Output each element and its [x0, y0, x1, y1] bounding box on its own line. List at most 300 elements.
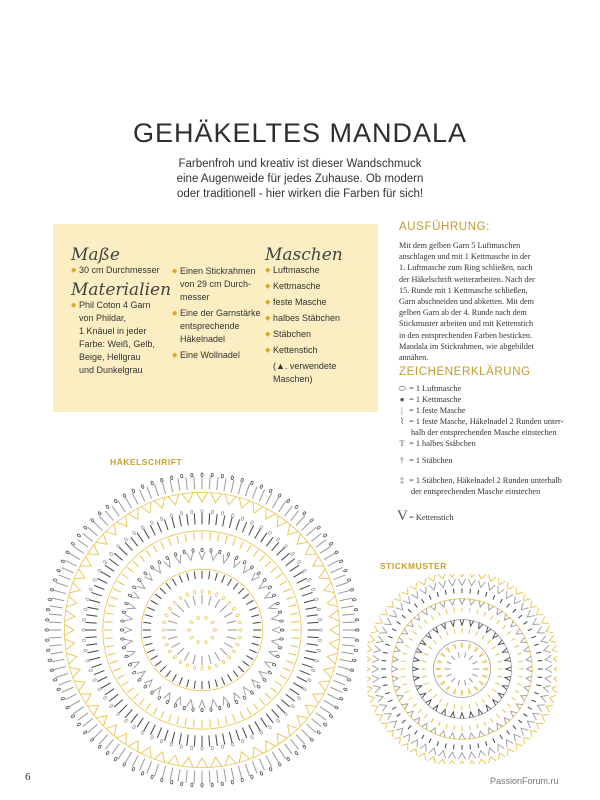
stitch-mark — [85, 622, 96, 623]
vee-mark — [493, 633, 498, 638]
vee-mark — [479, 759, 487, 764]
stitch-mark — [89, 600, 100, 603]
maschen-note: (▲. verwendete Maschen) — [273, 361, 337, 384]
vee-mark — [516, 744, 522, 751]
stitch-mark — [324, 553, 335, 559]
vee-mark — [379, 705, 386, 712]
stitch-mark — [458, 680, 459, 686]
vee-mark — [506, 667, 512, 671]
chain-mark — [317, 649, 321, 652]
stitch-mark — [291, 638, 299, 639]
chain-mark — [239, 629, 243, 631]
vee-mark — [368, 635, 375, 642]
stitch-mark — [210, 533, 211, 541]
chain-mark — [280, 638, 284, 641]
chain-mark — [103, 696, 107, 700]
stitch-mark — [437, 741, 438, 746]
chain-mark — [160, 739, 163, 743]
stitch-mark — [184, 652, 189, 660]
chain-mark — [45, 619, 49, 621]
vee-mark — [401, 588, 407, 595]
stitch-mark — [162, 766, 165, 778]
vee-mark — [313, 556, 324, 566]
vee-mark — [379, 627, 386, 634]
chain-mark — [160, 517, 163, 521]
chain-mark — [275, 602, 279, 605]
vee-mark — [313, 694, 324, 704]
stitch-mark — [172, 732, 175, 743]
stitch-mark — [227, 637, 236, 639]
chain-mark — [89, 588, 93, 591]
stitch-mark — [172, 612, 180, 617]
chain-mark — [128, 663, 132, 667]
stitch-mark — [161, 711, 164, 718]
stitch-mark — [511, 638, 515, 640]
vee-mark — [541, 636, 548, 643]
stitch-mark — [168, 637, 177, 639]
materialien-column-2 — [172, 265, 264, 362]
stitch-mark — [517, 684, 522, 685]
stitch-mark — [249, 650, 256, 653]
vee-mark — [367, 655, 370, 663]
list-item: ◆ Eine Wollnadel — [172, 350, 240, 360]
vee-mark — [544, 686, 551, 693]
vee-mark — [426, 700, 431, 705]
stitch-mark — [105, 739, 113, 749]
stitch-mark — [519, 661, 524, 662]
vee-mark — [410, 749, 417, 756]
chain-mark — [339, 697, 343, 701]
stitch-mark — [251, 615, 259, 617]
stitch-mark — [93, 521, 102, 530]
stitch-mark — [385, 692, 390, 693]
vee-mark — [448, 752, 455, 759]
stitch-mark — [186, 477, 187, 490]
stitch-mark — [122, 574, 129, 579]
chain-mark — [141, 771, 144, 775]
vee-mark — [468, 761, 476, 764]
stitch-mark — [155, 661, 161, 666]
vee-mark — [428, 575, 435, 582]
stitch-mark — [133, 561, 139, 567]
stitch-mark — [56, 674, 68, 678]
vee-mark — [329, 610, 339, 621]
watermark: PassionForum.ru — [490, 776, 559, 786]
chain-mark — [302, 745, 306, 749]
stitch-mark — [177, 536, 179, 544]
chain-mark — [241, 478, 244, 482]
stitch-mark — [114, 700, 122, 707]
stitch-mark — [327, 560, 338, 566]
vee-mark — [367, 675, 370, 683]
stitch-mark — [289, 605, 297, 607]
chain-mark — [272, 663, 276, 667]
stitch-mark — [137, 718, 143, 727]
chain-mark — [162, 621, 166, 624]
stitch-mark — [531, 700, 535, 702]
stitch-mark — [324, 700, 335, 706]
vee-mark — [554, 675, 557, 683]
chain-mark — [307, 678, 311, 682]
vee-mark — [137, 581, 145, 588]
vee-mark — [438, 759, 446, 764]
chain-mark — [343, 688, 347, 691]
vee-mark — [372, 665, 379, 672]
vee-mark — [453, 689, 456, 695]
vee-mark — [187, 700, 193, 708]
stitch-mark — [85, 637, 96, 638]
stitch-mark — [52, 659, 65, 662]
stitch-mark — [99, 735, 108, 745]
vee-mark — [375, 617, 382, 624]
chain-mark — [257, 685, 261, 689]
stitch-mark — [429, 738, 431, 742]
chain-mark — [227, 655, 231, 659]
stitch-mark — [277, 547, 285, 555]
chain-mark — [83, 608, 87, 611]
chain-mark — [83, 649, 87, 652]
stitch-mark — [105, 565, 114, 571]
list-item: ◆ feste Masche — [265, 297, 327, 307]
vee-mark — [319, 681, 330, 691]
stitch-mark — [342, 614, 355, 615]
stitch-mark — [485, 741, 486, 746]
double-crochet-icon: † — [399, 456, 405, 465]
vee-mark — [458, 579, 465, 586]
vee-mark — [554, 665, 557, 673]
stitch-mark — [333, 575, 345, 580]
vee-mark — [550, 635, 557, 642]
vee-mark — [468, 574, 476, 577]
stitch-mark — [112, 744, 120, 754]
chain-mark — [77, 534, 81, 538]
stitch-mark — [531, 636, 535, 638]
chain-mark — [179, 660, 183, 664]
stitch-mark — [97, 677, 107, 682]
chain-mark — [260, 485, 263, 489]
stitch-mark — [454, 629, 455, 634]
chain-mark — [347, 578, 351, 581]
stitch-mark — [492, 689, 496, 692]
stitch-mark — [283, 668, 290, 671]
vee-mark — [552, 686, 557, 694]
vee-mark — [164, 559, 170, 567]
chain-mark — [45, 639, 49, 641]
bullet-icon: ◆ — [172, 310, 178, 317]
stitch-mark — [340, 659, 353, 662]
vee-mark — [545, 655, 552, 662]
chain-mark — [297, 560, 301, 564]
chain-mark — [46, 649, 50, 652]
chain-mark — [46, 608, 50, 611]
stitch-mark — [94, 585, 104, 589]
vee-mark — [371, 626, 378, 633]
stitch-mark — [157, 522, 161, 532]
stitch-mark — [260, 699, 265, 705]
vee-mark — [440, 681, 445, 685]
vee-mark — [372, 676, 379, 683]
chain-mark — [350, 588, 354, 591]
stitch-mark — [307, 644, 318, 645]
stitch-mark — [223, 515, 225, 526]
chain-mark — [86, 659, 90, 662]
vee-mark — [446, 647, 450, 652]
stitch-mark — [187, 514, 188, 525]
chain-mark — [168, 649, 172, 653]
stitch-mark — [497, 661, 502, 662]
stitch-mark — [515, 645, 519, 647]
chain-mark — [210, 708, 213, 712]
stitch-mark — [62, 568, 74, 573]
stitch-mark — [209, 735, 210, 746]
stitch-mark — [246, 600, 253, 604]
stitch-mark — [93, 730, 102, 739]
stitch-mark — [300, 670, 310, 674]
chain-mark — [235, 643, 239, 646]
stitch-mark — [437, 592, 438, 597]
vee-mark — [527, 666, 533, 672]
stitch-mark — [59, 680, 71, 685]
stitch-mark — [94, 670, 104, 674]
vee-mark — [223, 697, 229, 706]
vee-mark — [396, 603, 403, 610]
vee-mark — [384, 618, 391, 625]
chain-mark — [278, 646, 282, 649]
list-item: ◆ 30 cm Durchmesser — [71, 265, 160, 275]
stitch-mark — [160, 666, 166, 672]
stitch-mark — [424, 683, 428, 685]
vee-mark — [527, 610, 534, 617]
stitch-mark — [155, 484, 159, 496]
list-item: ◆ Eine der Garnstärke entsprechende Häkelnadel — [172, 308, 261, 344]
chain-mark — [114, 499, 118, 503]
stitch-mark — [491, 718, 493, 722]
stitch-mark — [233, 714, 236, 722]
bullet-icon: ◆ — [265, 299, 271, 306]
chain-mark — [150, 735, 154, 739]
legend-row: ⬭ = 1 Luftmasche — [398, 384, 462, 393]
embroidery-pattern-mandala — [367, 574, 557, 764]
stitch-mark — [132, 755, 138, 766]
chain-mark — [201, 783, 203, 787]
stitch-mark — [140, 759, 145, 771]
vee-mark — [448, 761, 456, 764]
stitch-mark — [194, 735, 195, 746]
vee-mark — [469, 579, 476, 586]
chain-mark — [295, 505, 299, 509]
stitch-mark — [477, 609, 478, 614]
page-title: GEHÄKELTES MANDALA — [132, 118, 468, 148]
vee-mark — [546, 705, 553, 712]
stitch-mark — [401, 661, 406, 662]
vee-mark — [450, 712, 454, 718]
stitch-mark — [397, 714, 401, 717]
stitch-mark — [145, 615, 153, 617]
chain-mark — [187, 629, 191, 631]
vee-mark — [223, 555, 229, 564]
stitch-mark — [144, 529, 150, 539]
chain-mark — [201, 708, 203, 712]
vee-mark — [552, 645, 557, 653]
vee-mark — [272, 615, 280, 621]
stitch-mark — [224, 769, 226, 782]
vee-mark — [411, 740, 418, 747]
chain-mark — [241, 517, 244, 521]
stitch-mark — [73, 546, 84, 553]
ring-line — [413, 620, 512, 719]
stitch-mark — [108, 653, 116, 655]
stitch-mark — [251, 643, 259, 645]
chain-mark — [162, 629, 166, 631]
stitch-mark — [65, 560, 76, 566]
chain-mark — [50, 669, 54, 672]
vee-mark — [542, 714, 549, 721]
stitch-mark — [271, 567, 277, 572]
chain-mark — [179, 596, 183, 600]
vee-mark — [411, 591, 418, 598]
chain-mark — [243, 696, 247, 700]
stitch-mark — [429, 595, 431, 599]
stitch-mark — [99, 516, 108, 526]
vee-mark — [266, 508, 276, 519]
vee-mark — [243, 687, 250, 695]
vee-mark — [479, 681, 484, 685]
stitch-mark — [243, 661, 249, 666]
bullet-icon: ◆ — [265, 283, 271, 290]
stitch-mark — [114, 589, 121, 592]
chain-mark — [191, 783, 193, 787]
stitch-mark — [507, 704, 511, 707]
vee-mark — [542, 617, 549, 624]
stitch-mark — [252, 761, 257, 773]
stitch-mark — [418, 709, 421, 712]
vee-mark — [376, 695, 383, 702]
vee-mark — [266, 741, 276, 752]
chain-mark — [53, 678, 57, 681]
stitch-mark — [279, 748, 286, 759]
vee-mark — [436, 660, 442, 663]
chain-mark — [291, 552, 295, 556]
chain-mark — [180, 511, 183, 515]
chain-mark — [124, 602, 128, 605]
stitch-mark — [469, 678, 473, 682]
chain-mark — [243, 560, 247, 564]
stitch-mark — [428, 689, 432, 692]
chain-mark — [106, 505, 110, 509]
chain-mark — [192, 549, 195, 553]
chain-mark — [343, 569, 347, 572]
chain-mark — [164, 643, 168, 646]
stitch-mark — [117, 675, 124, 679]
vee-mark — [211, 757, 222, 767]
stitch-mark — [209, 655, 211, 664]
intro-line: eine Augenweide für jedes Zuhause. Ob modern — [176, 173, 424, 185]
stitch-mark — [255, 529, 261, 539]
stitch-mark — [279, 501, 286, 512]
chain-mark — [77, 723, 81, 727]
vee-mark — [269, 651, 278, 657]
stitch-mark — [507, 730, 510, 734]
chain-mark — [227, 552, 230, 556]
bullet-icon: ◆ — [265, 315, 271, 322]
stitch-mark — [388, 700, 392, 702]
stitch-mark — [469, 629, 470, 634]
stitch-mark — [402, 615, 406, 618]
stitch-mark — [193, 719, 194, 727]
stitch-mark — [155, 594, 161, 599]
stitch-mark — [101, 683, 111, 689]
vee-mark — [506, 740, 513, 747]
chain-mark — [210, 636, 214, 640]
stitch-mark — [166, 671, 171, 677]
stitch-mark — [500, 599, 502, 603]
stitch-mark — [229, 732, 232, 743]
chain-mark — [164, 614, 168, 617]
stitch-mark — [105, 511, 113, 521]
stitch-mark — [385, 644, 390, 645]
stitch-mark — [327, 694, 338, 700]
list-item: ◆ Phil Coton 4 Garn von Phildar, 1 Knäuel in jeder Farbe: Weiß, Gelb, Beige, Hellgrau und Dunkelgrau — [71, 300, 155, 375]
chain-mark — [286, 499, 290, 503]
stitch-mark — [445, 743, 446, 748]
stitch-mark — [146, 703, 151, 710]
half-double-icon: T — [399, 439, 405, 448]
stitch-mark — [49, 637, 62, 638]
chain-mark — [323, 534, 327, 538]
vee-mark — [468, 689, 471, 695]
chain-mark — [278, 611, 282, 614]
stitch-mark — [209, 571, 210, 579]
vee-mark — [373, 645, 380, 652]
vee-mark — [396, 728, 403, 735]
chain-mark — [180, 782, 183, 786]
stitch-mark — [145, 643, 153, 645]
vee-mark — [488, 583, 495, 590]
stitch-mark — [307, 637, 318, 638]
stitch-mark — [231, 480, 234, 493]
vee-mark — [131, 592, 139, 598]
chain-mark — [83, 526, 87, 530]
stitch-mark — [286, 694, 295, 701]
stitch-mark — [140, 490, 145, 502]
stitch-mark — [242, 728, 246, 738]
stitch-mark — [209, 681, 210, 689]
stitch-mark — [193, 655, 195, 664]
stitch-mark — [249, 607, 256, 610]
stitch-mark — [493, 595, 495, 599]
stitch-mark — [336, 674, 348, 678]
chain-mark — [83, 730, 87, 734]
chain-mark — [268, 586, 272, 590]
vee-mark — [428, 757, 435, 764]
stitch-mark — [439, 635, 442, 639]
vee-mark — [413, 657, 419, 661]
stitch-mark — [433, 695, 436, 698]
chain-mark — [86, 598, 90, 601]
ring-line — [141, 569, 263, 691]
stitch-mark — [338, 666, 350, 669]
chain-mark — [132, 586, 136, 590]
stitch-mark — [218, 718, 219, 726]
stitch-mark — [500, 735, 502, 739]
stitch-mark — [289, 653, 297, 655]
stitch-mark — [341, 652, 354, 654]
stitch-mark — [472, 662, 477, 664]
chain-mark — [122, 646, 126, 649]
stitch-mark — [78, 713, 88, 721]
stitch-mark — [478, 743, 479, 748]
stitch-mark — [297, 578, 307, 583]
